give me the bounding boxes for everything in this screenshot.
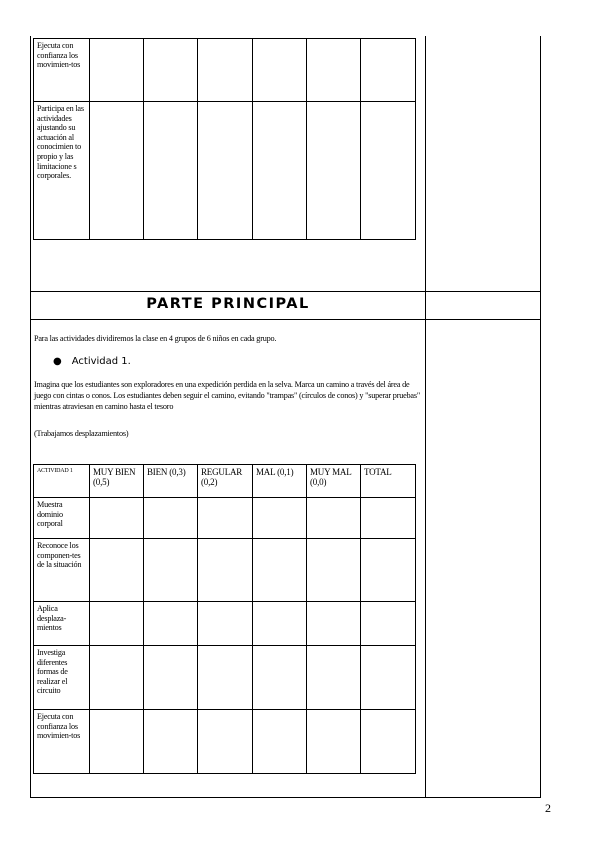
total-cell[interactable]	[361, 646, 416, 710]
activity-evaluation-table	[33, 464, 416, 774]
score-cell[interactable]	[253, 102, 307, 240]
criterion-cell: Aplica desplaza-mientos	[34, 602, 90, 646]
table-row	[34, 539, 416, 602]
column-header: TOTAL	[361, 465, 416, 498]
total-cell[interactable]	[361, 539, 416, 602]
page-right-border	[540, 36, 541, 798]
total-cell[interactable]	[361, 102, 416, 240]
score-cell[interactable]	[90, 539, 144, 602]
table-row	[34, 646, 416, 710]
top-evaluation-table	[33, 38, 416, 240]
total-cell[interactable]	[361, 710, 416, 774]
score-cell[interactable]	[198, 539, 253, 602]
criterion-cell: Investiga diferentes formas de realizar el circuito	[34, 646, 90, 710]
section-divider-top	[30, 291, 541, 292]
score-cell[interactable]	[253, 539, 307, 602]
score-cell[interactable]	[253, 602, 307, 646]
table-row	[34, 39, 416, 102]
table-row	[34, 102, 416, 240]
score-cell[interactable]	[144, 39, 198, 102]
total-cell[interactable]	[361, 39, 416, 102]
score-cell[interactable]	[307, 646, 361, 710]
score-cell[interactable]	[198, 39, 253, 102]
page-bottom-border	[30, 797, 541, 798]
score-cell[interactable]	[307, 710, 361, 774]
score-cell[interactable]	[90, 710, 144, 774]
total-cell[interactable]	[361, 602, 416, 646]
score-cell[interactable]	[253, 646, 307, 710]
score-cell[interactable]	[198, 602, 253, 646]
score-cell[interactable]	[90, 602, 144, 646]
score-cell[interactable]	[144, 646, 198, 710]
activity-bullet	[53, 356, 131, 367]
criterion-cell: Muestra dominio corporal	[34, 498, 90, 539]
score-cell[interactable]	[307, 39, 361, 102]
total-cell[interactable]	[361, 498, 416, 539]
score-cell[interactable]	[307, 602, 361, 646]
score-cell[interactable]	[307, 539, 361, 602]
score-cell[interactable]	[307, 102, 361, 240]
score-cell[interactable]	[90, 39, 144, 102]
score-cell[interactable]	[144, 498, 198, 539]
section-title: PARTE PRINCIPAL	[146, 296, 310, 312]
column-header: MUY MAL (0,0)	[307, 465, 361, 498]
column-header: REGULAR (0,2)	[198, 465, 253, 498]
bullet-icon: ●	[53, 356, 62, 367]
score-cell[interactable]	[90, 498, 144, 539]
score-cell[interactable]	[198, 498, 253, 539]
table-row	[34, 710, 416, 774]
score-cell[interactable]	[144, 602, 198, 646]
score-cell[interactable]	[253, 498, 307, 539]
score-cell[interactable]	[253, 39, 307, 102]
activity-note: (Trabajamos desplazamientos)	[34, 429, 129, 438]
criterion-cell: Ejecuta con confianza los movimien-tos	[34, 710, 90, 774]
score-cell[interactable]	[144, 710, 198, 774]
table-row	[34, 498, 416, 539]
score-cell[interactable]	[198, 102, 253, 240]
page-left-border	[30, 36, 31, 798]
section-divider-bottom	[30, 319, 541, 320]
column-header: BIEN (0,3)	[144, 465, 198, 498]
page-number: 2	[545, 801, 551, 815]
score-cell[interactable]	[144, 539, 198, 602]
table-header-row	[34, 465, 416, 498]
column-header: MAL (0,1)	[253, 465, 307, 498]
page-column-divider	[425, 36, 426, 798]
score-cell[interactable]	[198, 710, 253, 774]
column-header: ACTIVIDAD 1	[34, 465, 90, 498]
intro-paragraph: Para las actividades dividiremos la clase en 4 grupos de 6 niños en cada grupo.	[34, 334, 277, 343]
score-cell[interactable]	[90, 646, 144, 710]
activity-description: Imagina que los estudiantes son exploradores en una expedición perdida en la selva. Marca un camino a través del área de juego con cintas o conos. Los estudiantes deben seguir el camino, evitando "trampas" (círculos de conos) y "superar pruebas" mientras atraviesan en camino hasta el tesoro	[34, 380, 420, 411]
score-cell[interactable]	[198, 646, 253, 710]
score-cell[interactable]	[144, 102, 198, 240]
score-cell[interactable]	[307, 498, 361, 539]
column-header: MUY BIEN (0,5)	[90, 465, 144, 498]
score-cell[interactable]	[90, 102, 144, 240]
score-cell[interactable]	[253, 710, 307, 774]
activity-label: Actividad 1.	[71, 356, 131, 367]
criterion-cell: Reconoce los componen-tes de la situación	[34, 539, 90, 602]
table-row	[34, 602, 416, 646]
criterion-cell: Participa en las actividades ajustando su actuación al conocimien to propio y las limitacione s corporales.	[34, 102, 90, 240]
criterion-cell: Ejecuta con confianza los movimien-tos	[34, 39, 90, 102]
